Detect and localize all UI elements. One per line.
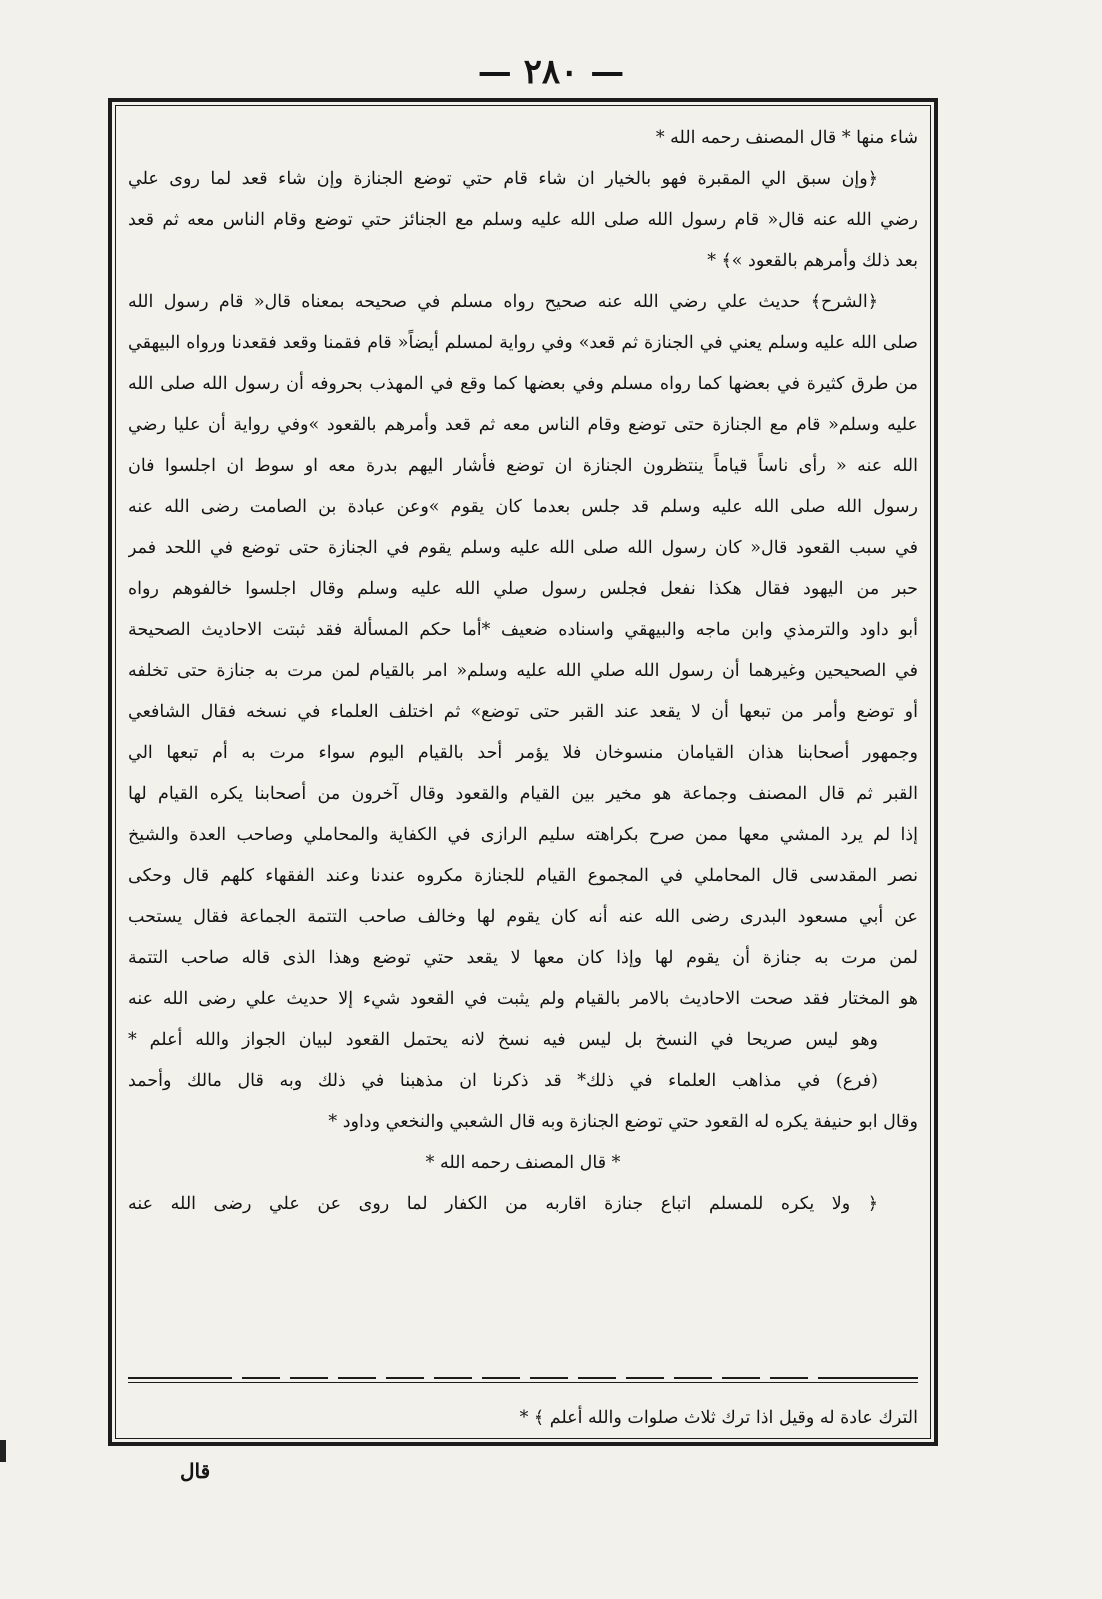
footnote-separator — [128, 1377, 918, 1383]
text-line: لمن مرت به جنازة أن يقوم لها وإذا كان معها لا يقعد حتي توضع وهذا الذى قاله صاحب التتمة — [128, 948, 918, 968]
separator-dash — [128, 1377, 232, 1379]
separator-dash — [770, 1377, 808, 1379]
text-line: وقال ابو حنيفة يكره له القعود حتي توضع الجنازة وبه قال الشعبي والنخعي وداود * — [328, 1112, 918, 1132]
text-line: الله عنه « رأى ناساً قياماً ينتظرون الجنازة ان توضع فأشار اليهم بدرة معه او سوط ان اجلسوا فان — [128, 456, 918, 476]
text-line: من طرق كثيرة في بعضها كما رواه مسلم وفي بعضها كما وقع في المهذب بحروفه أن رسول الله صلى الله — [128, 374, 918, 394]
main-text — [128, 118, 918, 1368]
text-line: صلى الله عليه وسلم يعني في الجنازة ثم قعد» وفي رواية لمسلم أيضاً« قام فقمنا وقعد فقعدنا ورواه البيهقي — [128, 333, 918, 353]
separator-dash — [434, 1377, 472, 1379]
text-line: حبر من اليهود فقال هكذا نفعل فجلس رسول صلي الله عليه وسلم وقال اجلسوا خالفوهم رواه — [128, 579, 918, 599]
text-line: إذا لم يرد المشي معها ممن صرح بكراهته سليم الرازى في الكفاية والمحاملي وصاحب العدة والشيخ — [128, 825, 918, 845]
separator-dash — [674, 1377, 712, 1379]
text-line: ﴿ ولا يكره للمسلم اتباع جنازة اقاربه من الكفار لما روى عن علي رضى الله عنه — [128, 1194, 878, 1214]
text-line: * قال المصنف رحمه الله * — [425, 1153, 621, 1173]
text-line: أو توضع وأمر من تبعها أن لا يقعد عند القبر حتى توضع» ثم اختلف العلماء في نسخه فقال الشافعي — [128, 702, 918, 722]
text-line: وهو ليس صريحا في النسخ بل ليس فيه نسخ لانه يحتمل القعود لبيان الجواز والله أعلم * — [128, 1030, 878, 1050]
text-line: عن أبي مسعود البدرى رضى الله عنه أنه كان يقوم لها وخالف صاحب التتمة الجماعة فقال يستحب — [128, 907, 918, 927]
margin-mark — [0, 1440, 6, 1462]
text-line: عليه وسلم« قام مع الجنازة حتى توضع وقام الناس معه ثم قعد وأمرهم بالقعود »وفي رواية أن عليا رضي — [128, 415, 918, 435]
text-line: بعد ذلك وأمرهم بالقعود »﴾ * — [707, 251, 918, 271]
page-number: — ٢٨٠ — — [477, 52, 625, 92]
text-line: نصر المقدسى قال المحاملي في المجموع القيام للجنازة مكروه عندنا وعند الفقهاء كلهم قال وحكى — [128, 866, 918, 886]
separator-dash — [290, 1377, 328, 1379]
text-line: القبر ثم قال المصنف وجماعة هو مخير بين القيام والقعود وقال آخرون من أصحابنا يكره القيام لها — [128, 784, 918, 804]
text-line: وجمهور أصحابنا هذان القيامان منسوخان فلا يؤمر أحد بالقيام اليوم سواء مرت به أم تبعها الي — [128, 743, 918, 763]
text-line: شاء منها * قال المصنف رحمه الله * — [655, 128, 918, 148]
separator-rule — [128, 1382, 918, 1383]
separator-dash — [482, 1377, 520, 1379]
text-line: هو المختار فقد صحت الاحاديث بالامر بالقيام ولم يثبت في القعود شيء إلا حديث علي رضى الله عنه — [128, 989, 918, 1009]
separator-dash — [242, 1377, 280, 1379]
separator-dash — [722, 1377, 760, 1379]
text-line: في الصحيحين وغيرهما أن رسول الله صلي الله عليه وسلم« امر بالقيام لمن مرت به جنازة حتى تخلفه — [128, 661, 918, 681]
text-line: ﴿وإن سبق الي المقبرة فهو بالخيار ان شاء قام حتي توضع الجنازة وإن شاء قعد لما روى علي — [128, 169, 878, 189]
text-line: (فرع) في مذاهب العلماء في ذلك* قد ذكرنا ان مذهبنا في ذلك وبه قال مالك وأحمد — [128, 1071, 878, 1091]
footnote: الترك عادة له وقيل اذا ترك ثلاث صلوات والله أعلم ﴾ * — [519, 1408, 918, 1428]
separator-dash — [338, 1377, 376, 1379]
text-line: أبو داود والترمذي وابن ماجه والبيهقي واسناده ضعيف *أما حكم المسألة فقد ثبتت الاحاديث الصحيحة — [128, 620, 918, 640]
text-line: ﴿الشرح﴾ حديث علي رضي الله عنه صحيح رواه مسلم في صحيحه بمعناه قال« قام رسول الله — [128, 292, 878, 312]
separator-dash — [818, 1377, 918, 1379]
text-line: رسول الله صلى الله عليه وسلم قد جلس بعدما كان يقوم »وعن عبادة بن الصامت رضى الله عنه — [128, 497, 918, 517]
separator-dash — [578, 1377, 616, 1379]
text-line: رضي الله عنه قال« قام رسول الله صلى الله عليه وسلم مع الجنائز حتي توضع وقام الناس معه ثم قعد — [128, 210, 918, 230]
separator-dash — [530, 1377, 568, 1379]
text-line: في سبب القعود قال« كان رسول الله صلى الله عليه وسلم يقوم في الجنازة حتى توضع في اللحد فمر — [128, 538, 918, 558]
separator-dash — [386, 1377, 424, 1379]
separator-dash — [626, 1377, 664, 1379]
catchword: قال — [180, 1459, 211, 1483]
